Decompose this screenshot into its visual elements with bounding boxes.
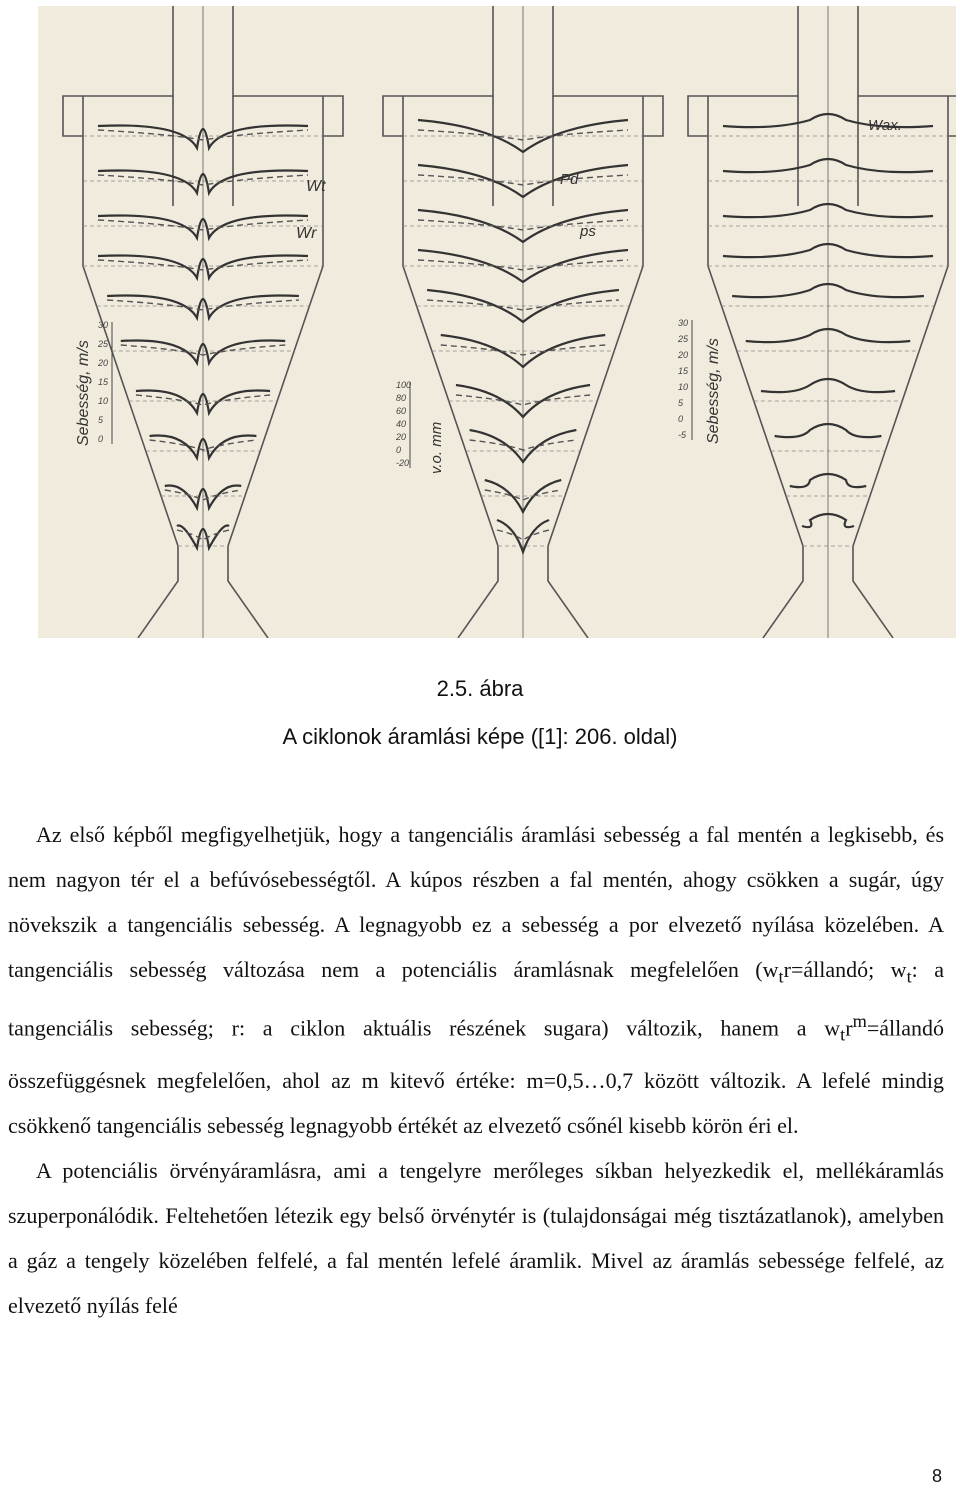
axis-speed-left: Sebesség, m/s	[75, 340, 92, 446]
pressure-scale-tick-6: -20	[396, 458, 410, 468]
label-wr: Wr	[296, 225, 317, 242]
pressure-scale-tick-3: 40	[396, 419, 407, 429]
left-scale-tick-1: 25	[98, 339, 109, 349]
p1-sub-3: t	[840, 1025, 846, 1046]
right-scale-tick-7: -5	[678, 430, 687, 440]
right-scale-tick-1: 25	[678, 334, 689, 344]
right-scale-tick-0: 30	[678, 318, 689, 328]
axis-speed-right: Sebesség, m/s	[705, 338, 722, 444]
page-number: 8	[931, 1466, 942, 1486]
label-wax: Wax.	[868, 117, 902, 134]
cyclone-1-outline-0	[383, 6, 493, 136]
pressure-scale-tick-1: 80	[396, 393, 407, 403]
label-pd: Pd	[560, 171, 579, 188]
body-text	[8, 812, 944, 1328]
right-scale-tick-5: 5	[678, 398, 684, 408]
cyclone-0-outline-1	[233, 6, 343, 136]
left-scale-tick-0: 30	[98, 320, 109, 330]
left-scale-tick-4: 10	[98, 396, 109, 406]
figure-caption: A ciklonok áramlási képe ([1]: 206. oldal)	[282, 724, 678, 749]
left-scale-tick-5: 5	[98, 415, 104, 425]
left-scale-tick-3: 15	[98, 377, 109, 387]
cyclone-0-outline-0	[63, 6, 173, 136]
p1-sup-1: m	[852, 1011, 867, 1032]
left-scale-tick-2: 20	[98, 358, 109, 368]
axis-pressure: v.o. mm	[428, 421, 445, 474]
p1-sub-2: t	[906, 966, 912, 987]
cyclone-flow-figure	[38, 6, 956, 638]
right-scale-tick-2: 20	[678, 350, 689, 360]
paragraph-1	[8, 812, 944, 1148]
p1-part-e: =állandó összefüggésnek megfelelően, ahol az m kitevő értéke: m=0,5…0,7 között változik. A lefelé mindig csökkenő tangenciális sebesség legnagyobb értékét az elvezető csőnél kisebb körön éri el.	[8, 1015, 944, 1139]
label-wt: Wt	[306, 178, 326, 195]
right-scale-tick-3: 15	[678, 366, 689, 376]
right-scale-tick-6: 0	[678, 414, 684, 424]
cyclone-diagram	[38, 6, 956, 638]
cyclone-1-outline-1	[553, 6, 663, 136]
label-ps: ps	[580, 223, 596, 240]
paragraph-2: A potenciális örvényáramlásra, ami a tengelyre merőleges síkban helyezkedik el, mellékáramlás szuperponálódik. Feltehetően létezik egy belső örvénytér is (tulajdonságai még tisztázatlanok), amelyben a gáz a tengely közelében felfelé, a fal mentén lefelé áramlik. Mivel az áramlás sebessége felfelé, az elvezető nyílás felé	[8, 1158, 944, 1319]
pressure-scale-tick-0: 100	[396, 380, 412, 390]
velocity-profile-curves	[98, 114, 933, 552]
right-scale-tick-4: 10	[678, 382, 689, 392]
pressure-scale-tick-5: 0	[396, 445, 402, 455]
pressure-scale-tick-4: 20	[396, 432, 407, 442]
p1-sub-1: t	[778, 966, 784, 987]
cyclone-2-outline-2	[708, 96, 803, 638]
left-scale-tick-6: 0	[98, 434, 104, 444]
p1-part-a: Az első képből megfigyelhetjük, hogy a tangenciális áramlási sebesség a fal mentén a legkisebb, és nem nagyon tér el a befúvósebességtől. A kúpos részben a fal mentén, ahogy csökken a sugár, úgy növekszik a tangenciális sebesség. A legnagyobb ez a sebesség a por elvezető nyílása közelében. A tangenciális sebesség változása nem a potenciális áramlásnak megfelelően (w	[8, 822, 944, 982]
cyclone-2-outline-0	[688, 6, 798, 136]
p1-part-d: r	[845, 1015, 853, 1041]
cyclone-2-outline-3	[853, 96, 948, 638]
pressure-scale-tick-2: 60	[396, 406, 407, 416]
p1-part-b: r=állandó; w	[783, 957, 907, 982]
figure-number: 2.5. ábra	[436, 676, 524, 701]
p1-part-c: : a tangenciális sebesség; r: a ciklon aktuális részének sugara) változik, hanem a w	[8, 957, 944, 1041]
